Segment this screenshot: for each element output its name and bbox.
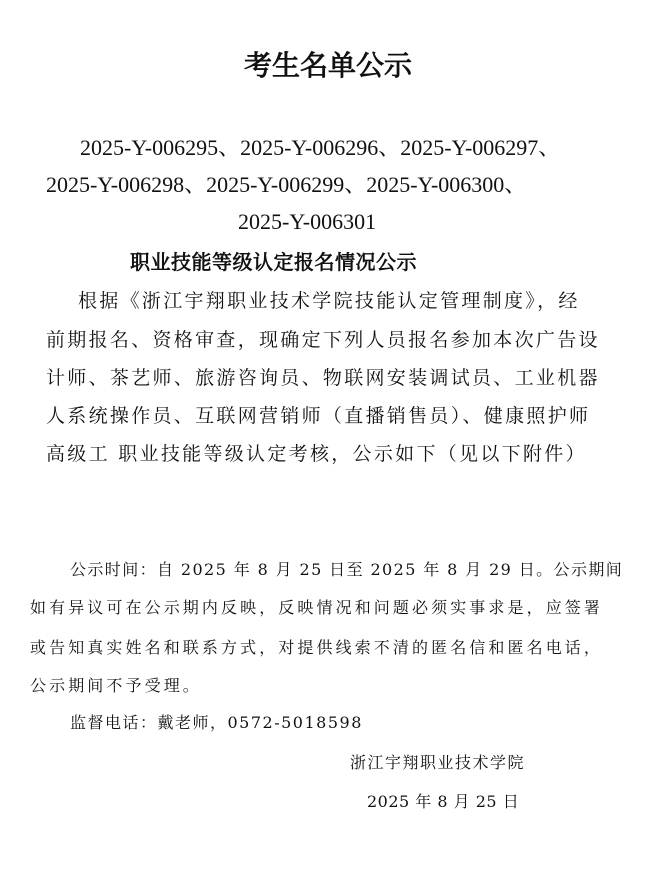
- paragraph-line: 计师、茶艺师、旅游咨询员、物联网安装调试员、工业机器: [46, 367, 600, 389]
- notice-line: 如有异议可在公示期内反映，反映情况和问题必须实事求是，应签署: [30, 598, 604, 617]
- organization-signature: 浙江宇翔职业技术学院: [350, 753, 526, 772]
- page-title: 考生名单公示: [243, 49, 412, 82]
- notice-line: 或告知真实姓名和联系方式，对提供线索不清的匿名信和匿名电话，: [30, 638, 604, 657]
- supervision-phone: 监督电话：戴老师，0572-5018598: [70, 713, 363, 732]
- notice-line: 公示期间不予受理。: [30, 676, 202, 695]
- subheading: 职业技能等级认定报名情况公示: [130, 250, 417, 274]
- paragraph-line: 前期报名、资格审查，现确定下列人员报名参加本次广告设: [46, 329, 600, 351]
- signature-date: 2025 年 8 月 25 日: [367, 792, 520, 811]
- paragraph-line: 根据《浙江宇翔职业技术学院技能认定管理制度》，经: [78, 290, 580, 312]
- paragraph-line: 高级工 职业技能等级认定考核，公示如下（见以下附件）: [46, 443, 587, 465]
- batch-numbers-line: 2025-Y-006301: [238, 209, 377, 234]
- batch-numbers-line: 2025-Y-006298、2025-Y-006299、2025-Y-006300、: [46, 172, 527, 197]
- batch-numbers-line: 2025-Y-006295、2025-Y-006296、2025-Y-006297、: [80, 135, 561, 160]
- paragraph-line: 人系统操作员、互联网营销师（直播销售员）、健康照护师: [46, 405, 591, 427]
- notice-period-line: 公示时间：自 2025 年 8 月 25 日至 2025 年 8 月 29 日。公示期间: [70, 560, 624, 579]
